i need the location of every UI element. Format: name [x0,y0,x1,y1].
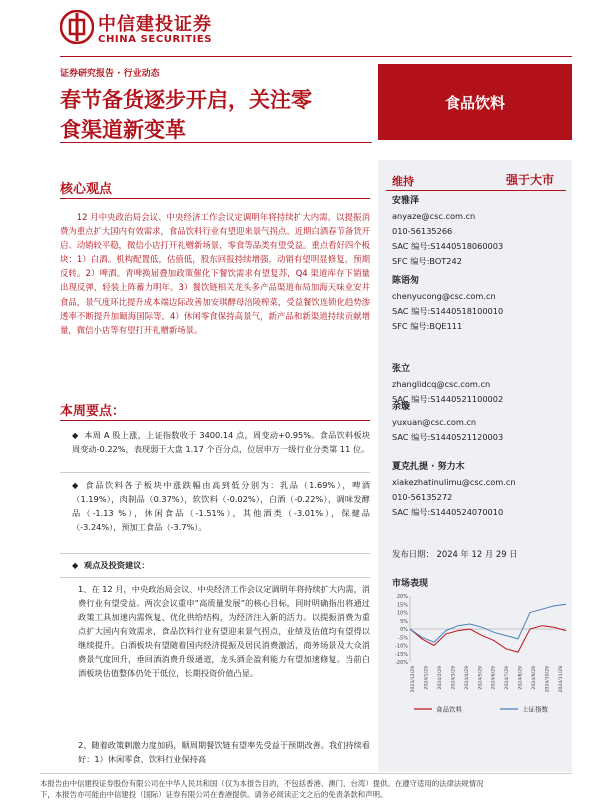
market-performance-chart [384,592,570,722]
analyst-sac: SAC 编号:S1440521100002 [392,394,504,404]
header-divider [60,56,572,57]
analyst-sfc: SFC 编号:BOT242 [392,256,462,266]
analyst-phone: 010-56135272 [392,492,453,502]
diamond-bullet-icon: ◆ [72,560,79,570]
analyst-card [392,194,567,269]
report-title-line-1: 春节备货逐步开启，关注零 [60,88,312,112]
core-view-heading: 核心观点 [60,182,113,197]
x-tick-label: 2024/7/29 [505,666,511,690]
week-points-divider [60,420,370,421]
series-line-上证指数 [410,604,566,642]
core-view-divider [60,198,370,199]
x-tick-label: 2024/3/29 [451,666,457,690]
company-logo [60,8,220,48]
bullet-text: 食品饮料各子板块中涨跌幅由高到低分别为：乳品（1.69%），啤酒（1.19%），肉制品（0.37%），软饮料（-0.02%），白酒（-0.22%），调味发酵品（-1.13 %），休闲食品（-1.51%），其他酒类（-3.01%），保健品（-3.24%），预加工食品（-3.7%）。 [72,480,370,532]
logo-chinese-name: 中信建投证券 [98,14,212,35]
sector-name: 食品饮料 [444,94,505,112]
x-tick-label: 2024/8/29 [518,666,524,690]
analyst-card [392,400,567,445]
analyst-card [392,274,567,334]
publish-date: 发布日期： 2024 年 12 月 29 日 [392,549,518,559]
analyst-name: 夏克扎提 · 努力木 [392,462,465,472]
section-separator [60,553,370,554]
analyst-sac: SAC 编号:S1440521120003 [392,432,504,442]
market-performance-heading: 市场表现 [392,579,429,589]
y-tick-label: 10% [396,610,408,617]
x-tick-label: 2024/10/29 [545,666,551,693]
bullet-text: 观点及投资建议： [84,560,150,570]
x-tick-label: 2024/11/29 [559,666,564,693]
rating-action: 维持 [392,175,414,188]
bullet-sub-sector [72,478,370,534]
bullet-investment-advice [72,558,370,572]
section-separator [60,472,370,473]
analyst-email: chenyucong@csc.com.cn [392,291,496,301]
logo-english-name: CHINA SECURITIES [98,34,213,45]
x-tick-label: 2024/5/29 [478,666,484,690]
analyst-sac: SAC 编号:S1440518100010 [392,306,504,316]
analyst-phone: 010-56135266 [392,226,453,236]
rating-value: 强于大市 [506,173,555,187]
diamond-bullet-icon: ◆ [72,430,79,440]
advice-paragraph-2: 2、随着政策刺激力度加码，顺周期餐饮链有望率先受益于预期改善。我们持续看好：1）休闲零食、饮料行业保持高 [78,740,370,764]
y-tick-label: 5% [400,618,408,625]
y-tick-label: 15% [396,602,408,609]
disclaimer-line-1: 本报告由中信建投证券股份有限公司在中华人民共和国（仅为本报告目的，不包括香港、澳门、台湾）提供。在遵守适用的法律法规情况 [40,779,484,788]
legend-label: 上证指数 [522,705,548,714]
x-tick-label: 2024/9/29 [532,666,538,690]
x-tick-label: 2024/2/29 [437,666,443,690]
analyst-name: 陈语匆 [392,276,420,286]
analyst-name: 张立 [392,364,411,374]
x-tick-label: 2023/12/29 [411,666,416,693]
csc-logo-icon [60,10,94,44]
y-tick-label: 20% [396,594,408,600]
analyst-card [392,460,567,520]
analyst-sac: SAC 编号:S1440524070010 [392,507,504,517]
chart-series [410,604,566,652]
legend-label: 食品饮料 [436,705,462,714]
y-tick-label: -5% [398,635,408,642]
section-separator [60,577,370,578]
chart-x-ticks [410,666,564,693]
x-tick-label: 2024/1/29 [424,666,430,690]
y-tick-label: -10% [395,643,408,650]
disclaimer-line-2: 下，本报告亦可能由中信建投（国际）证券有限公司在香港提供。请务必阅读正文之后的免责条款和声明。 [40,790,388,799]
chart-y-ticks [395,594,408,666]
analyst-email: yuxuan@csc.com.cn [392,417,477,427]
chart-legend [414,705,549,714]
disclaimer [40,778,600,800]
analyst-email: xiakezhatinulimu@csc.com.cn [392,477,516,487]
report-title-line-2: 食渠道新变革 [60,118,186,142]
y-tick-label: -20% [395,660,408,666]
bullet-text: 本周 A 股上涨，上证指数收于 3400.14 点，周变动+0.95%。食品饮料板块周变动-0.22%，表现弱于大盘 1.17 个百分点，位居申万一级行业分类第 11 位。 [72,430,370,454]
core-view-text: 12 月中央政治局会议、中央经济工作会议定调明年将持续扩大内需，以提振消费为重点扩大国内有效需求，食品饮料行业有望迎来景气拐点。近期白酒春节备货开启、动销较平稳，微信小店打开礼赠新场景，零食等品类有望受益。重点看好四个板块：1）白酒。机构配置低，估值低，股东回报持续增强，动销有望明显修复，预期反转。2）啤酒。青啤换届叠加政策催化下餐饮需求有望复苏，Q4 渠道库存下销量出现反弹，轻装上阵蓄力明年。3）餐饮链相关龙头多产品渠道布局加海天味业安井食品，景气度环比提升成本端边际改善加安琪酵母涪陵榨菜，受益餐饮连锁化趋势渗透率不断提升加颐海国际等。4）休闲零食保持高景气，新产品和新渠道持续贡献增量，微信小店等有望打开礼赠新场景。 [60,212,370,335]
report-type: 证券研究报告 · 行业动态 [60,69,160,79]
x-tick-label: 2024/4/29 [464,666,470,690]
rating-divider [386,190,566,191]
analyst-sfc: SFC 编号:BQE111 [392,321,463,331]
y-tick-label: -15% [395,651,408,658]
y-tick-label: 0% [400,627,408,633]
advice-paragraph-1: 1、在 12 月，中央政治局会议、中央经济工作会议定调明年将持续扩大内需，消费行业有望受益。两次会议重申“高质量发展”的核心目标，同时明确指出将通过政策工具加速内需恢复、优化供给结构，为经济注入新的活力。以提振消费为重点扩大国内有效需求，食品饮料行业有望迎来景气拐点，业绩及估值均有望得以继续提升。白酒板块有望随着国内经济提振及居民消费激活，商务场景及大众消费景气度回升，垂回酒消费升级通道，龙头酒企盈利能力有望加速修复。当前白酒板块估值整体仍处于低位，长期投资价值凸显。 [78,584,370,678]
analyst-email: anyaze@csc.com.cn [392,211,476,221]
title-underline [60,142,372,143]
analyst-name: 余璇 [392,402,411,412]
diamond-bullet-icon: ◆ [72,480,79,490]
footer-divider [40,773,572,774]
analyst-sac: SAC 编号:S1440518060003 [392,241,504,251]
week-points-heading: 本周要点： [60,404,126,419]
x-tick-label: 2024/6/29 [491,666,497,690]
chart-grid [410,596,566,662]
bullet-market-summary [72,428,370,456]
analyst-name: 安雅泽 [392,196,420,206]
analyst-email: zhanglidcq@csc.com.cn [392,379,491,389]
